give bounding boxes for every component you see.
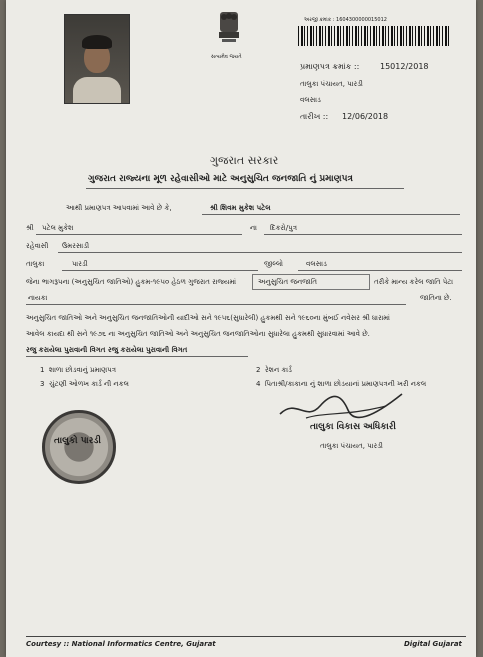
docs-heading: રજુ કરાયેલા પુરાવાની વિગત રજુ કરાયેલા પુરાવાની વિગત (26, 346, 188, 354)
subtitle-underline (86, 188, 404, 189)
emblem-caption: સત્યમેવ જયતે (211, 54, 242, 60)
footer-brand: Digital Gujarat (404, 640, 462, 648)
district-label: જીલ્લો (264, 260, 283, 268)
applicant-photo (64, 14, 130, 104)
intro-text: આથી પ્રમાણપત્ર આપવામાં આવે છે કે, (66, 204, 172, 212)
doc-item-3: 3 ચુંટણી ઓળખ કાર્ડ ની નકલ (40, 380, 129, 388)
place-name: વલસાડ (300, 96, 321, 104)
order-text: જેના ભાગરૂપના (અનુસુચિત જાતિઓ) હુકમ-૧૯૫૦ હેઠળ ગુજરાત રાજ્યમાં (26, 278, 237, 286)
applicant-name: શ્રી શિવમ મુકેશ પટેલ (210, 204, 271, 212)
caste-suffix: જાતિના છે. (420, 294, 452, 302)
cert-no-value: 15012/2018 (380, 62, 429, 71)
footer-courtesy: Courtesy :: National Informatics Centre, Gujarat (26, 640, 216, 648)
official-seal-icon (42, 410, 116, 484)
certificate-page (6, 0, 476, 657)
resident-label: રહેવાસી (26, 242, 49, 250)
docs-heading-underline (26, 356, 248, 357)
taluka-label: તાલુકા (26, 260, 45, 268)
legal-para-1: અનુસુચિત જાતિઓ અને અનુસુચિત જનજાતિઓની યાદીઓ સને ૧૯૫૬(સુધારેલી) હુકમથી સને ૧૯૬૦ના મુંબઈ નવેસર શ્રી ધારામાં (26, 314, 390, 322)
recognized-text: તરીકે માન્ય કરેલ જાતિ પેટા (374, 278, 454, 286)
certificate-subtitle: ગુજરાત રાજ્યના મૂળ રહેવાસીઓ માટે અનુસુચિત જનજાતિ નું પ્રમાણપત્ર (88, 174, 353, 184)
state-emblem-icon (216, 10, 242, 50)
father-line (36, 234, 242, 235)
village-value: ઉમરસાડી (62, 242, 90, 250)
office-name: તાલુકા પંચાયત, પારડી (300, 80, 363, 88)
taluka-value: પારડી (72, 260, 88, 268)
relation-value: દિકરો/પુત્ર (270, 224, 298, 232)
footer-rule (26, 636, 466, 637)
application-number: અરજી ક્રમાંક : 1604300000015012 (304, 17, 387, 23)
name-line (202, 214, 460, 215)
barcode (298, 26, 450, 46)
date-label: તારીખ :: (300, 112, 329, 121)
seal-text: તાલુકો પારડી (54, 436, 101, 446)
father-name: પટેલ મુકેશ (42, 224, 74, 232)
district-line (298, 270, 462, 271)
gov-title: ગુજરાત સરકાર (210, 154, 279, 167)
category-value: અનુસુચિત જનજાતિ (258, 278, 318, 286)
father-label: શ્રી (26, 224, 34, 232)
village-line (58, 252, 462, 253)
relation-line (264, 234, 462, 235)
caste-value: નાયકા (28, 294, 48, 302)
cert-no-label: પ્રમાણપત્ર ક્રમાંક :: (300, 62, 360, 71)
officer-title: તાલુકા વિકાસ અધિકારી (310, 422, 397, 432)
doc-item-2: 2 રેશન કાર્ડ (256, 366, 292, 374)
date-value: 12/06/2018 (342, 112, 389, 121)
caste-line (26, 304, 406, 305)
legal-para-2: આવેલ કાયદા થી સને ૧૯૭૬ ના અનુસુચિત જાતિઓ અને અનુસુચિત જનજાતિઓના સુધારેલા હુકમથી સુધારવામાં આવે છે. (26, 330, 370, 338)
relation-label: ના (250, 224, 257, 232)
doc-item-4: 4 પિતાશ્રી/કાકાના નું શાળા છોડયાનાં પ્રમાણપત્રની ખરી નકલ (256, 380, 427, 388)
district-value: વલસાડ (306, 260, 327, 268)
officer-office: તાલુકા પંચાયત, પારડી (320, 442, 383, 450)
doc-item-1: 1 શાળા છોડવાનું પ્રમાણપત્ર (40, 366, 117, 374)
taluka-line (62, 270, 258, 271)
